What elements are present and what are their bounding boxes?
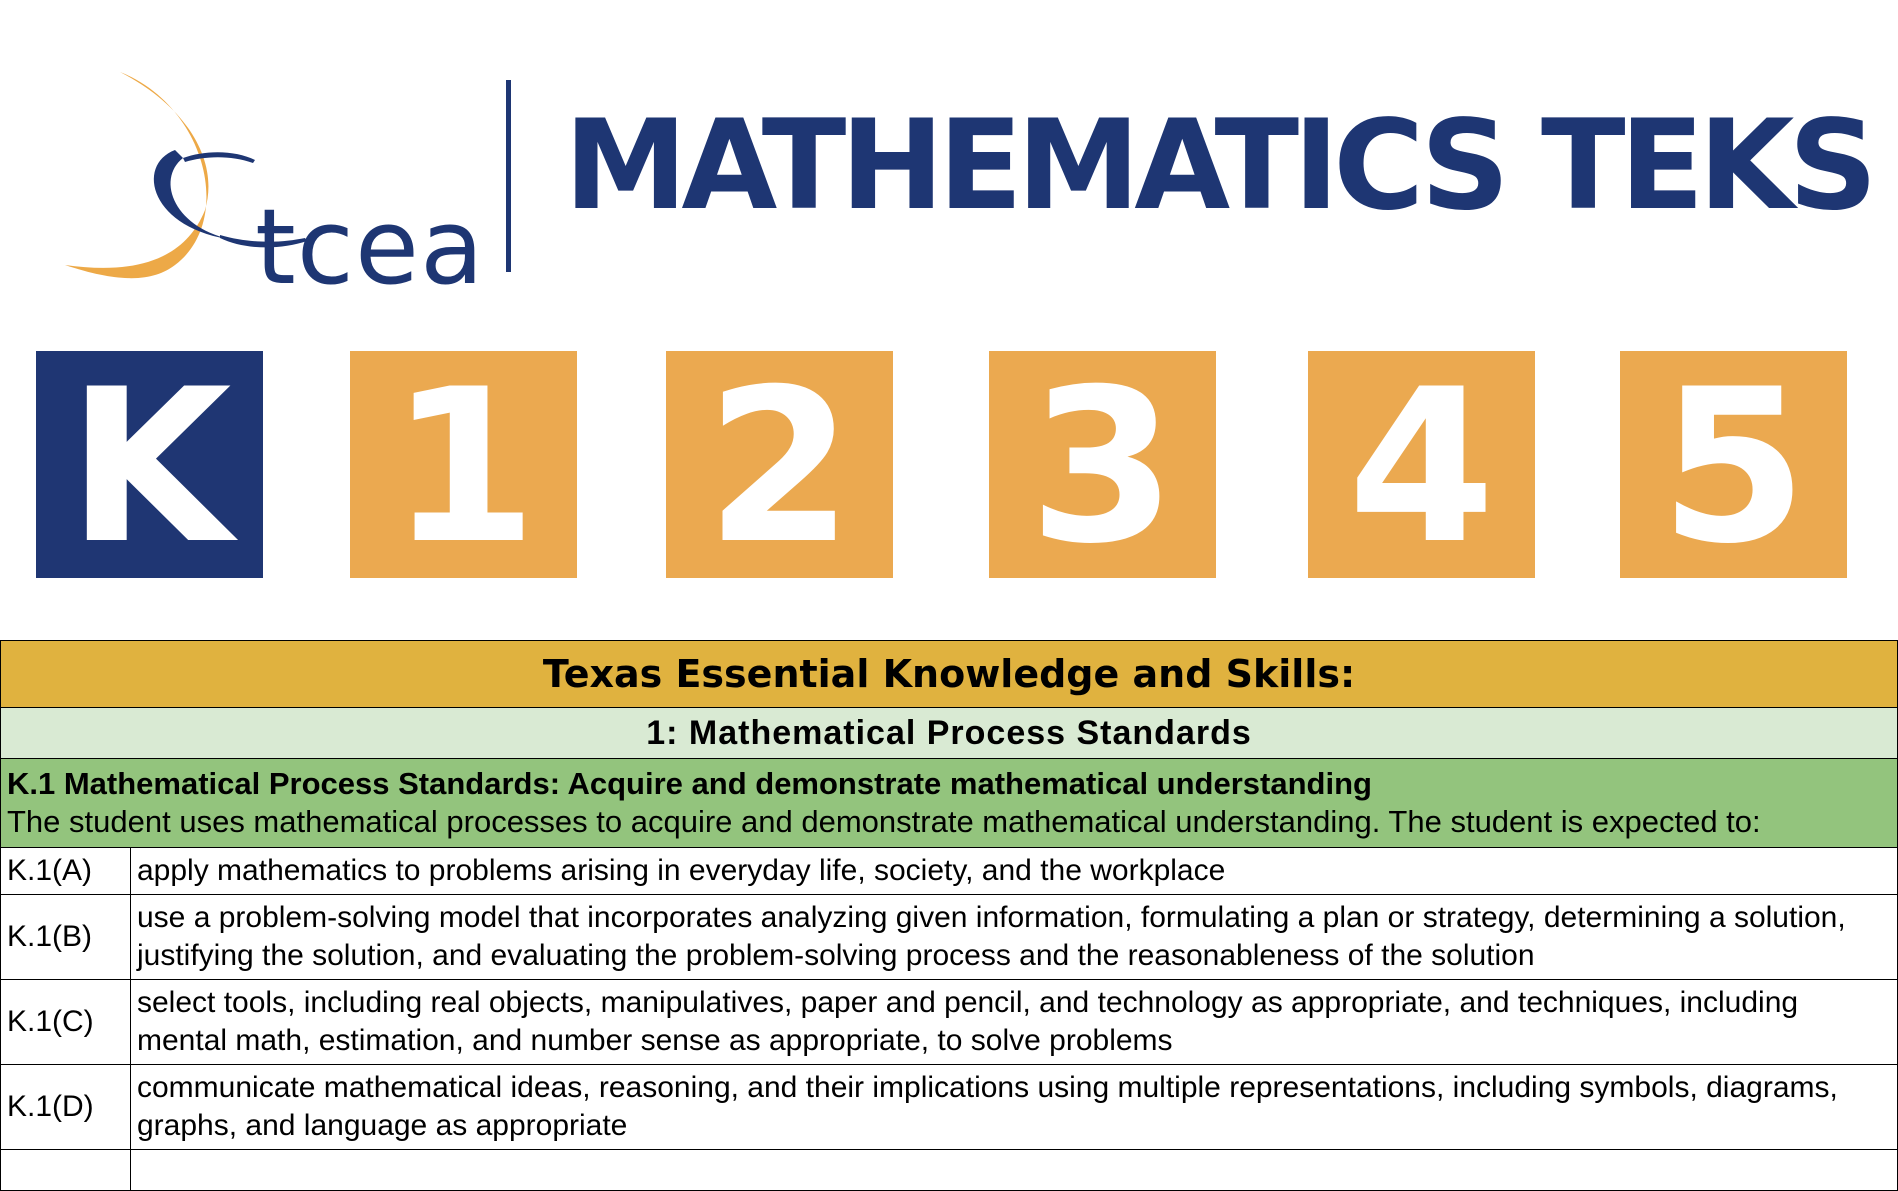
strand-title: 1: Mathematical Process Standards bbox=[1, 708, 1898, 759]
table-title: Texas Essential Knowledge and Skills: bbox=[1, 641, 1898, 708]
grade-label: K bbox=[67, 342, 232, 590]
table-row[interactable] bbox=[1, 895, 1898, 980]
standard-code-empty bbox=[1, 1150, 131, 1191]
table-row-partial bbox=[1, 1150, 1898, 1191]
table-row[interactable] bbox=[1, 1065, 1898, 1150]
tcea-logo bbox=[55, 70, 500, 308]
standard-text-empty bbox=[131, 1150, 1898, 1191]
standard-code: K.1(D) bbox=[1, 1065, 131, 1150]
table-row[interactable] bbox=[1, 980, 1898, 1065]
grade-tile-4[interactable] bbox=[1308, 342, 1535, 590]
grade-label: 3 bbox=[1028, 342, 1177, 590]
grade-label: 4 bbox=[1347, 342, 1496, 590]
standard-code: K.1(B) bbox=[1, 895, 131, 980]
grade-tile-k[interactable] bbox=[36, 342, 263, 590]
page-title: MATHEMATICS TEKS bbox=[564, 94, 1872, 238]
standard-cell bbox=[1, 759, 1898, 848]
grade-label: 5 bbox=[1659, 342, 1808, 590]
grade-label: 2 bbox=[705, 342, 854, 590]
standard-text: apply mathematics to problems arising in everyday life, society, and the workplace bbox=[131, 848, 1898, 895]
strand-row bbox=[1, 708, 1898, 759]
grade-tile-1[interactable] bbox=[350, 342, 577, 590]
table-row[interactable] bbox=[1, 848, 1898, 895]
standard-subheading: The student uses mathematical processes to acquire and demonstrate mathematical understanding. The student is expected to: bbox=[7, 804, 1761, 839]
standard-code: K.1(A) bbox=[1, 848, 131, 895]
grade-tile-2[interactable] bbox=[666, 342, 893, 590]
header-divider bbox=[506, 80, 511, 272]
standard-code: K.1(C) bbox=[1, 980, 131, 1065]
standard-text: communicate mathematical ideas, reasoning, and their implications using multiple representations, including symbols, diagrams, graphs, and language as appropriate bbox=[131, 1065, 1898, 1150]
standard-row bbox=[1, 759, 1898, 848]
standard-text: use a problem-solving model that incorporates analyzing given information, formulating a plan or strategy, determining a solution, justifying the solution, and evaluating the problem-solving process and the reasonableness of the solution bbox=[131, 895, 1898, 980]
logo-wordmark: tcea bbox=[255, 186, 485, 308]
standard-text: select tools, including real objects, manipulatives, paper and pencil, and technology as appropriate, and techniques, including mental math, estimation, and number sense as appropriate, to solve problems bbox=[131, 980, 1898, 1065]
grade-tile-3[interactable] bbox=[989, 342, 1216, 590]
table-title-row bbox=[1, 641, 1898, 708]
teks-table bbox=[0, 640, 1898, 1191]
standard-heading: K.1 Mathematical Process Standards: Acquire and demonstrate mathematical understanding bbox=[7, 766, 1372, 801]
grade-tile-5[interactable] bbox=[1620, 342, 1847, 590]
grade-label: 1 bbox=[389, 342, 538, 590]
